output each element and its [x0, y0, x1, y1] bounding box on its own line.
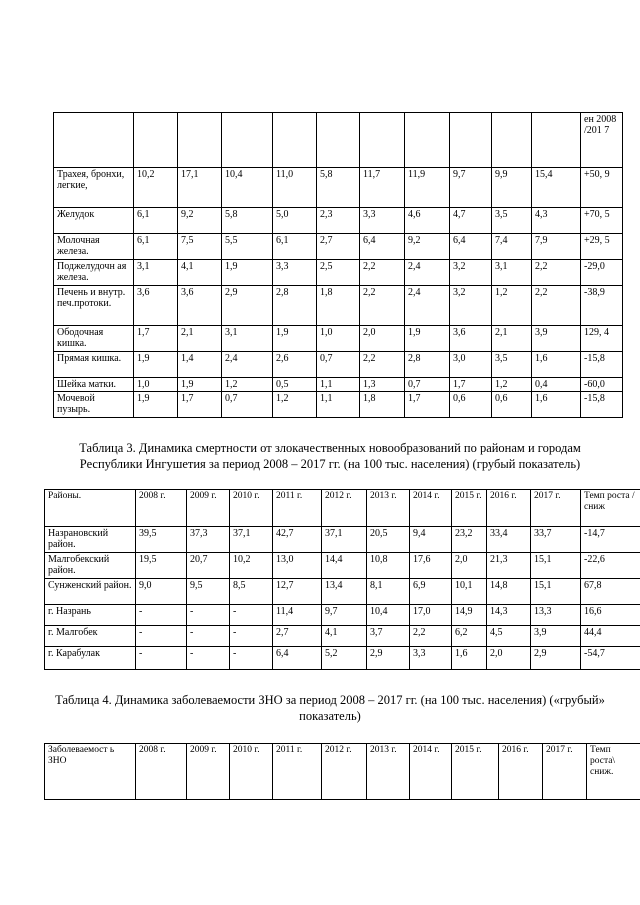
table-cell: 10,2 — [134, 168, 178, 208]
table-cell: 6,1 — [134, 234, 178, 260]
table-cell: 2013 г. — [367, 490, 410, 527]
table-cell: 2,4 — [222, 352, 273, 378]
table-cell: 2,2 — [532, 286, 581, 326]
table-cell: -54,7 — [581, 647, 640, 670]
table-cell: 11,9 — [405, 168, 450, 208]
table-cell: 14,9 — [452, 605, 487, 626]
table-cell: 14,8 — [487, 579, 531, 605]
row-label-cell: Трахея, бронхи, легкие, — [54, 168, 134, 208]
row-label-cell: Печень и внутр. печ.протоки. — [54, 286, 134, 326]
table-cell: 3,2 — [450, 286, 492, 326]
table-cell: 7,5 — [178, 234, 222, 260]
table-cell: - — [136, 626, 187, 647]
table-cell: 9,4 — [410, 527, 452, 553]
table-cell: Темп роста /сниж — [581, 490, 640, 527]
table-cell: 2012 г. — [322, 490, 367, 527]
table-cell: 2,4 — [405, 260, 450, 286]
table-cell: 2,7 — [317, 234, 360, 260]
table-cell: 23,2 — [452, 527, 487, 553]
table-cell: 1,9 — [178, 378, 222, 392]
table-cell: +29, 5 — [581, 234, 623, 260]
table-cell: 1,2 — [492, 286, 532, 326]
table-cell: 3,5 — [492, 208, 532, 234]
table-cell: -14,7 — [581, 527, 640, 553]
row-label-cell: Сунженский район. — [45, 579, 136, 605]
table-cell: 10,4 — [222, 168, 273, 208]
table-caption: Таблица 4. Динамика заболеваемости ЗНО за период 2008 – 2017 гг. (на 100 тыс. населения) («грубый» показатель) — [55, 693, 605, 723]
table-cell: 2013 г. — [367, 744, 410, 800]
table-cell: 6,1 — [273, 234, 317, 260]
row-label-cell: Малгобекский район. — [45, 553, 136, 579]
table-cell: 2011 г. — [273, 490, 322, 527]
table-cell: 2,9 — [222, 286, 273, 326]
table-cell: 7,9 — [532, 234, 581, 260]
table-cell: 10,1 — [452, 579, 487, 605]
table-cell: 2,2 — [360, 286, 405, 326]
table-cell: 13,0 — [273, 553, 322, 579]
table-cell: 1,9 — [134, 392, 178, 418]
table-cell: 5,5 — [222, 234, 273, 260]
table-cell: 2,9 — [531, 647, 581, 670]
row-label-cell: г. Назрань — [45, 605, 136, 626]
table-cell: 2011 г. — [273, 744, 322, 800]
table-cell: 2,8 — [405, 352, 450, 378]
table-row — [54, 113, 623, 168]
table-cell: 1,7 — [134, 326, 178, 352]
table-cell: 1,1 — [317, 378, 360, 392]
table-cell: 10,2 — [230, 553, 273, 579]
table-row — [45, 553, 640, 579]
table-cell: 14,3 — [487, 605, 531, 626]
table-cell: 4,7 — [450, 208, 492, 234]
table-cell: 1,9 — [222, 260, 273, 286]
table-row — [54, 378, 623, 392]
table-cell: 3,0 — [450, 352, 492, 378]
table-cell: 8,1 — [367, 579, 410, 605]
table-cell: 2008 г. — [136, 490, 187, 527]
table-row — [45, 647, 640, 670]
table-cell: 2,1 — [178, 326, 222, 352]
table-cell: 2008 г. — [136, 744, 187, 800]
table-cell: 12,7 — [273, 579, 322, 605]
table-cell: 0,7 — [405, 378, 450, 392]
row-label-cell: Заболеваемост ь ЗНО — [45, 744, 136, 800]
table-cell: 17,6 — [410, 553, 452, 579]
table-cell: 1,6 — [532, 352, 581, 378]
table-cell: 14,4 — [322, 553, 367, 579]
row-label-cell: Мочевой пузырь. — [54, 392, 134, 418]
table-cell: 0,7 — [222, 392, 273, 418]
table-cell: 44,4 — [581, 626, 640, 647]
table-cell: 1,2 — [492, 378, 532, 392]
table-cell: 1,9 — [405, 326, 450, 352]
table-row — [54, 168, 623, 208]
row-label-cell: Ободочная кишка. — [54, 326, 134, 352]
table-cell: 6,1 — [134, 208, 178, 234]
table-cell: 1,2 — [222, 378, 273, 392]
table-cell: 10,8 — [367, 553, 410, 579]
table-cell: 2,8 — [273, 286, 317, 326]
table-cell: 2010 г. — [230, 744, 273, 800]
table-cell: 2,1 — [492, 326, 532, 352]
table-cell: -38,9 — [581, 286, 623, 326]
table-cell: 1,7 — [178, 392, 222, 418]
table-cell: 67,8 — [581, 579, 640, 605]
table-cell: 4,1 — [322, 626, 367, 647]
table-cell: 0,5 — [273, 378, 317, 392]
table-cell: 15,1 — [531, 553, 581, 579]
table-cell: 1,3 — [360, 378, 405, 392]
table-cell: 6,2 — [452, 626, 487, 647]
row-label-cell: Назрановский район. — [45, 527, 136, 553]
table-cell: 6,9 — [410, 579, 452, 605]
table-cell: - — [230, 626, 273, 647]
table-cell: 17,0 — [410, 605, 452, 626]
table-cell: - — [230, 647, 273, 670]
table-cell: 4,5 — [487, 626, 531, 647]
table-cell: 4,3 — [532, 208, 581, 234]
table-cell: 3,1 — [492, 260, 532, 286]
table-cell: 1,4 — [178, 352, 222, 378]
table-row — [45, 605, 640, 626]
table-cell: 3,3 — [360, 208, 405, 234]
table-cell: 15,4 — [532, 168, 581, 208]
table-cell: 1,9 — [273, 326, 317, 352]
table-cell: 1,6 — [452, 647, 487, 670]
table-cell: 11,0 — [273, 168, 317, 208]
table-incidence — [44, 743, 640, 800]
table-cell: 2017 г. — [543, 744, 587, 800]
table-cell: 1,8 — [317, 286, 360, 326]
table-cell: 2015 г. — [452, 744, 499, 800]
table-cell: 37,1 — [322, 527, 367, 553]
table-cell: 1,2 — [273, 392, 317, 418]
row-label-cell: Поджелудочн ая железа. — [54, 260, 134, 286]
table-row — [45, 490, 640, 527]
table-cell: 2,2 — [360, 352, 405, 378]
table-cell: 4,6 — [405, 208, 450, 234]
table-cell: 1,1 — [317, 392, 360, 418]
table-row — [54, 260, 623, 286]
table-row — [54, 352, 623, 378]
table-cell: 9,7 — [450, 168, 492, 208]
table-cell: 9,2 — [405, 234, 450, 260]
table-cell: 5,2 — [322, 647, 367, 670]
table-cell: 1,0 — [317, 326, 360, 352]
table-cell: 2,7 — [273, 626, 322, 647]
table-cell: 9,5 — [187, 579, 230, 605]
table-cell: 3,1 — [222, 326, 273, 352]
table-cell: 17,1 — [178, 168, 222, 208]
table-cancer-sites — [53, 112, 623, 418]
table-cell: 3,6 — [134, 286, 178, 326]
table-cell: 3,9 — [531, 626, 581, 647]
table-cell: 3,3 — [273, 260, 317, 286]
row-label-cell: Районы. — [45, 490, 136, 527]
table-cell: +50, 9 — [581, 168, 623, 208]
table-cell: 37,3 — [187, 527, 230, 553]
table-cell: 1,7 — [450, 378, 492, 392]
table-cell: - — [136, 647, 187, 670]
table-cell: 3,2 — [450, 260, 492, 286]
table-cell: 13,4 — [322, 579, 367, 605]
table-row — [45, 579, 640, 605]
table-cell: 2009 г. — [187, 744, 230, 800]
table-cell: 5,8 — [222, 208, 273, 234]
table-row — [54, 286, 623, 326]
table-cell: 1,0 — [134, 378, 178, 392]
table-cell: -15,8 — [581, 352, 623, 378]
table-row — [54, 208, 623, 234]
row-label-cell: г. Карабулак — [45, 647, 136, 670]
table-cell: 5,0 — [273, 208, 317, 234]
row-label-cell: Прямая кишка. — [54, 352, 134, 378]
table-cell: 6,4 — [360, 234, 405, 260]
table-cell: 21,3 — [487, 553, 531, 579]
table-cell: 6,4 — [273, 647, 322, 670]
table-mortality-by-district — [44, 489, 640, 670]
table-cell: 2,3 — [317, 208, 360, 234]
table-caption: Таблица 3. Динамика смертности от злокачественных новообразований по районам и городам Республики Ингушетия за период 2008 – 2017 гг. (на 100 тыс. населения) (грубый показатель) — [79, 441, 581, 471]
table-cell: 2,2 — [532, 260, 581, 286]
table-cell: 11,7 — [360, 168, 405, 208]
table-cell: 5,8 — [317, 168, 360, 208]
table-row — [45, 527, 640, 553]
row-label-cell: Шейка матки. — [54, 378, 134, 392]
table-row — [54, 392, 623, 418]
table-cell: 15,1 — [531, 579, 581, 605]
table-cell: 2009 г. — [187, 490, 230, 527]
table-cell: 33,4 — [487, 527, 531, 553]
table-cell: 3,7 — [367, 626, 410, 647]
table-cell: 0,6 — [450, 392, 492, 418]
table-cell: 2,0 — [487, 647, 531, 670]
table-cell: - — [136, 605, 187, 626]
table-cell: 2014 г. — [410, 490, 452, 527]
table-cell: - — [230, 605, 273, 626]
table-cell: 2,0 — [452, 553, 487, 579]
table-cell: +70, 5 — [581, 208, 623, 234]
table-row — [54, 234, 623, 260]
table-cell: 20,7 — [187, 553, 230, 579]
table-cell: 3,1 — [134, 260, 178, 286]
table-cell: 9,2 — [178, 208, 222, 234]
table-row — [45, 626, 640, 647]
table-cell: 2,4 — [405, 286, 450, 326]
table-cell: 42,7 — [273, 527, 322, 553]
table-cell: - — [187, 605, 230, 626]
table-row — [54, 326, 623, 352]
table-cell: 39,5 — [136, 527, 187, 553]
table-cell: 2017 г. — [531, 490, 581, 527]
table-cell: 0,4 — [532, 378, 581, 392]
table-cell: 7,4 — [492, 234, 532, 260]
table-cell: 6,4 — [450, 234, 492, 260]
table-cell: 0,6 — [492, 392, 532, 418]
table-cell: 10,4 — [367, 605, 410, 626]
table-cell: 2012 г. — [322, 744, 367, 800]
table-cell: 9,9 — [492, 168, 532, 208]
table-cell: -60,0 — [581, 378, 623, 392]
table-cell: 3,6 — [178, 286, 222, 326]
table-cell: 2016 г. — [499, 744, 543, 800]
table-cell: 2,2 — [360, 260, 405, 286]
table-cell: 13,3 — [531, 605, 581, 626]
header-cell: ен 2008 /201 7 — [581, 113, 623, 168]
table-cell: -15,8 — [581, 392, 623, 418]
table-cell: 9,7 — [322, 605, 367, 626]
table-cell: 2016 г. — [487, 490, 531, 527]
row-label-cell: Молочная железа. — [54, 234, 134, 260]
table-cell: 129, 4 — [581, 326, 623, 352]
table-cell: -29,0 — [581, 260, 623, 286]
table-cell: 2,2 — [410, 626, 452, 647]
table-cell: 16,6 — [581, 605, 640, 626]
table-cell: 2,5 — [317, 260, 360, 286]
table-cell: 8,5 — [230, 579, 273, 605]
table-cell: 1,7 — [405, 392, 450, 418]
table-cell: 2014 г. — [410, 744, 452, 800]
table-cell: 20,5 — [367, 527, 410, 553]
table-cell: 1,9 — [134, 352, 178, 378]
table-cell: 2,9 — [367, 647, 410, 670]
table-cell: 1,6 — [532, 392, 581, 418]
table-cell: 2,0 — [360, 326, 405, 352]
table-cell: 33,7 — [531, 527, 581, 553]
table-cell: 2010 г. — [230, 490, 273, 527]
table-cell: 19,5 — [136, 553, 187, 579]
table-row — [45, 744, 640, 800]
table-cell: 2,6 — [273, 352, 317, 378]
table-cell: 2015 г. — [452, 490, 487, 527]
table-cell: 37,1 — [230, 527, 273, 553]
table-cell: - — [187, 647, 230, 670]
table-cell: 0,7 — [317, 352, 360, 378]
table-cell: 4,1 — [178, 260, 222, 286]
table-cell: 9,0 — [136, 579, 187, 605]
table-cell: 3,5 — [492, 352, 532, 378]
row-label-cell: Желудок — [54, 208, 134, 234]
table-cell: 3,9 — [532, 326, 581, 352]
table-cell: 1,8 — [360, 392, 405, 418]
table-cell: 3,3 — [410, 647, 452, 670]
table-cell: - — [187, 626, 230, 647]
table-cell: 3,6 — [450, 326, 492, 352]
table-cell: Темп роста\ сниж. — [587, 744, 640, 800]
table-cell: 11,4 — [273, 605, 322, 626]
row-label-cell: г. Малгобек — [45, 626, 136, 647]
table-cell: -22,6 — [581, 553, 640, 579]
